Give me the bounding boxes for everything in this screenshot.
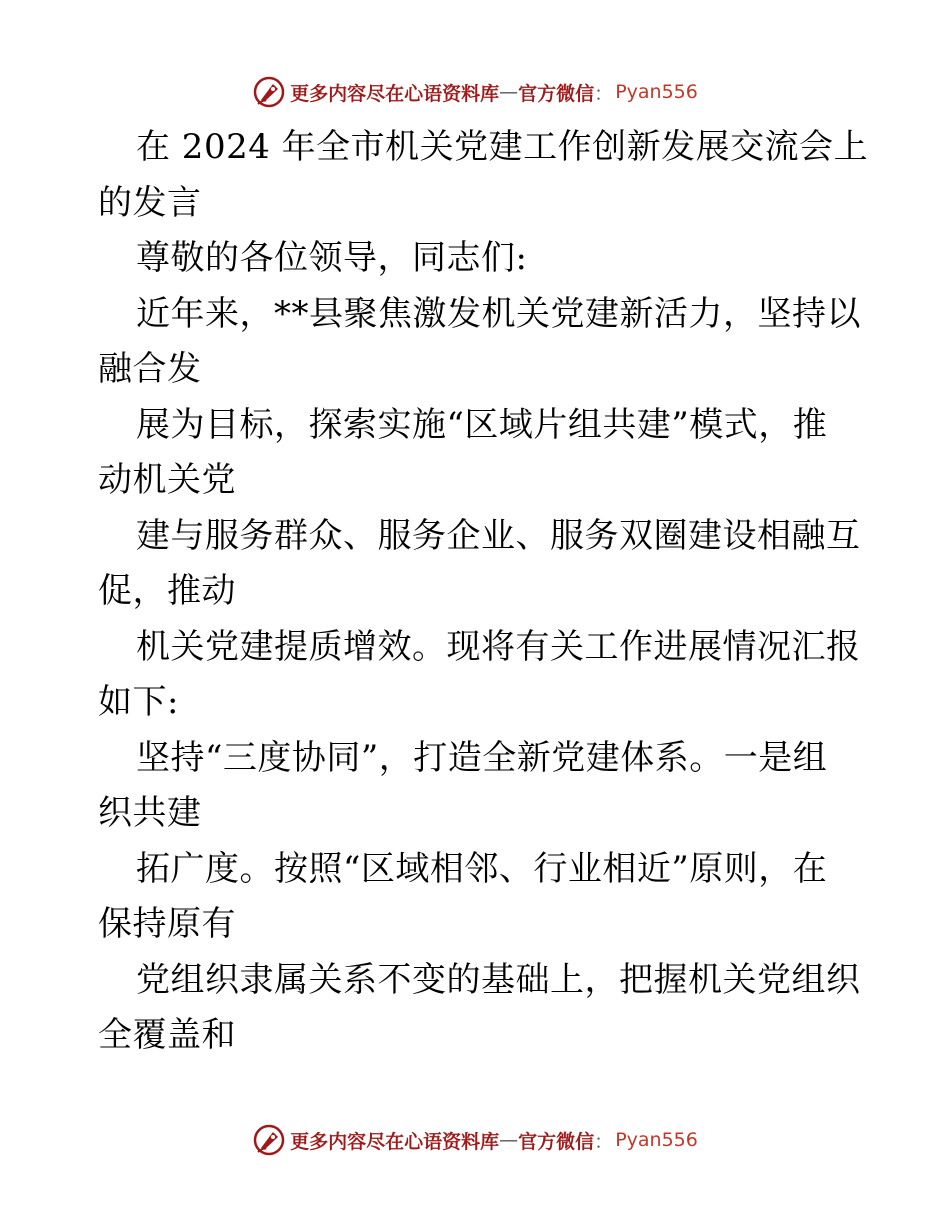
document-line: 如下:	[98, 682, 179, 722]
document-line: 在 2024 年全市机关党建工作创新发展交流会上	[136, 127, 869, 167]
footer-colon: ：	[594, 1130, 614, 1153]
document-line: 建与服务群众、服务企业、服务双圈建设相融互	[136, 515, 861, 556]
footer-wechat-label: 官方微信	[518, 1130, 595, 1153]
document-line: 坚持“三度协同”，打造全新党建体系。一是组	[136, 737, 828, 778]
header-banner	[0, 72, 950, 112]
document-line: 保持原有	[98, 904, 236, 944]
header-separator: —	[499, 81, 519, 103]
document-body	[98, 120, 869, 1064]
document-line: 尊敬的各位领导，同志们:	[136, 238, 528, 278]
header-wechat-id: Pyan556	[615, 81, 698, 103]
document-line: 动机关党	[98, 460, 236, 500]
pen-nib-logo-icon	[252, 75, 286, 109]
footer-brand: 更多内容尽在心语资料库	[290, 1130, 500, 1153]
header-colon: ：	[594, 82, 614, 105]
document-line: 机关党建提质增效。现将有关工作进展情况汇报	[136, 626, 861, 667]
footer-banner	[0, 1120, 950, 1160]
document-line: 全覆盖和	[98, 1015, 236, 1055]
document-line: 近年来，**县聚焦激发机关党建新活力，坚持以	[136, 293, 861, 334]
document-line: 党组织隶属关系不变的基础上，把握机关党组织	[136, 959, 861, 1000]
document-line: 展为目标，探索实施“区域片组共建”模式，推	[136, 404, 828, 445]
document-line: 融合发	[98, 349, 202, 389]
document-line: 促，推动	[98, 571, 236, 611]
header-brand: 更多内容尽在心语资料库	[290, 82, 500, 105]
header-wechat-label: 官方微信	[518, 82, 595, 105]
pen-nib-logo-icon	[252, 1123, 286, 1157]
document-line: 的发言	[98, 182, 202, 223]
footer-wechat-id: Pyan556	[615, 1129, 698, 1151]
document-line: 织共建	[98, 793, 202, 833]
document-line: 拓广度。按照“区域相邻、行业相近”原则，在	[136, 848, 828, 889]
footer-separator: —	[499, 1129, 519, 1151]
